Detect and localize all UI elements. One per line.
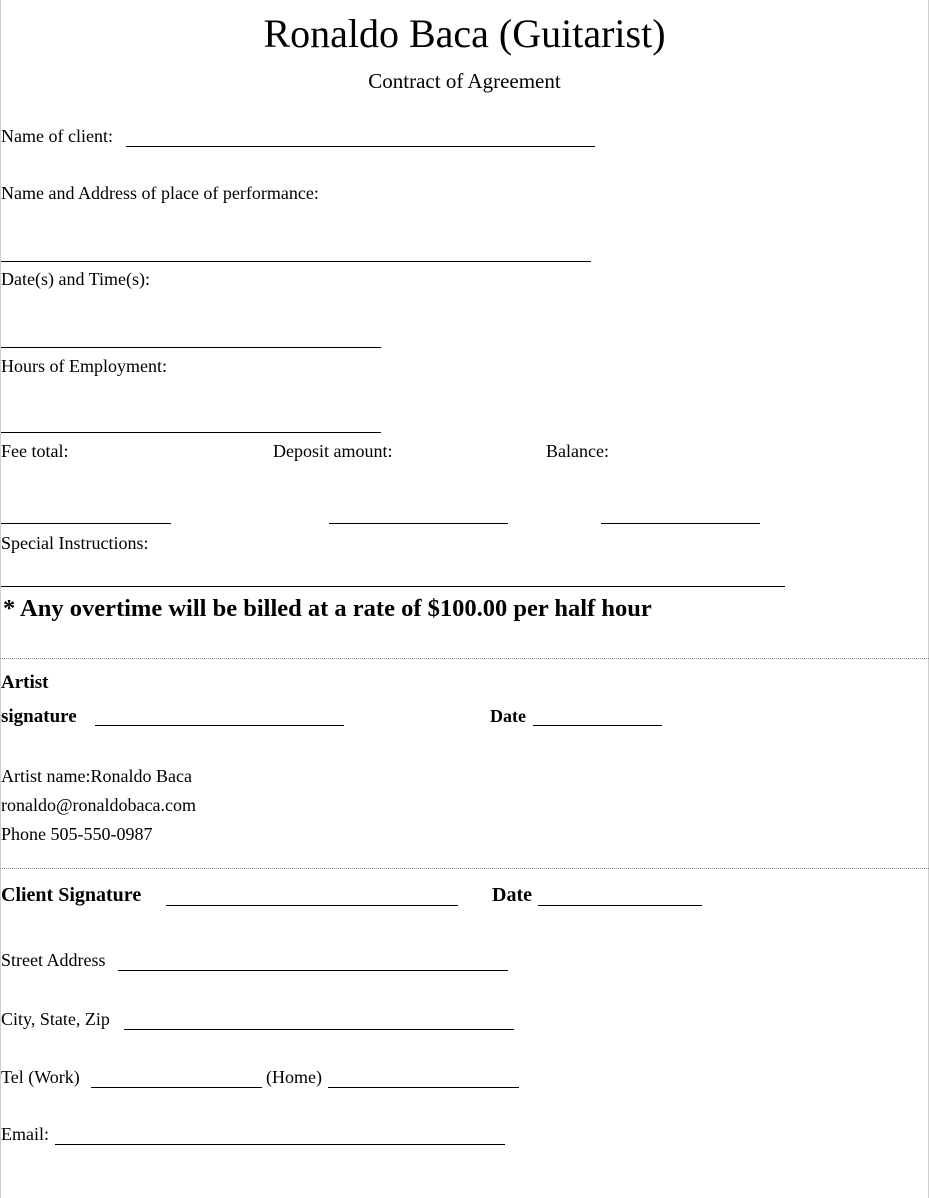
artist-phone: Phone 505-550-0987 bbox=[1, 824, 153, 844]
document-subtitle: Contract of Agreement bbox=[368, 69, 561, 93]
dates-label: Date(s) and Time(s): bbox=[1, 269, 150, 289]
client-date-label: Date bbox=[492, 884, 532, 906]
venue-line[interactable] bbox=[1, 261, 591, 262]
artist-date-label: Date bbox=[490, 706, 526, 726]
client-email-line[interactable] bbox=[55, 1144, 505, 1145]
artist-signature-label-line2: signature bbox=[1, 706, 77, 727]
artist-email: ronaldo@ronaldobaca.com bbox=[1, 795, 197, 815]
fee-total-label: Fee total: bbox=[1, 441, 69, 461]
tel-home-label: (Home) bbox=[266, 1067, 322, 1087]
section-divider bbox=[0, 658, 929, 659]
balance-line[interactable] bbox=[601, 523, 760, 524]
deposit-label: Deposit amount: bbox=[273, 441, 393, 461]
artist-date-line[interactable] bbox=[533, 725, 662, 726]
tel-home-line[interactable] bbox=[328, 1087, 519, 1088]
street-address-line[interactable] bbox=[118, 970, 508, 971]
artist-name: Artist name:Ronaldo Baca bbox=[1, 766, 192, 786]
artist-signature-line[interactable] bbox=[95, 725, 344, 726]
client-signature-label: Client Signature bbox=[1, 884, 142, 906]
city-state-zip-line[interactable] bbox=[124, 1029, 514, 1030]
venue-label: Name and Address of place of performance: bbox=[1, 183, 319, 203]
street-address-label: Street Address bbox=[1, 950, 106, 970]
city-state-zip-label: City, State, Zip bbox=[1, 1009, 110, 1029]
tel-work-line[interactable] bbox=[91, 1087, 262, 1088]
client-name-label: Name of client: bbox=[1, 126, 113, 146]
balance-label: Balance: bbox=[546, 441, 609, 461]
special-instructions-label: Special Instructions: bbox=[1, 533, 149, 553]
deposit-line[interactable] bbox=[329, 523, 508, 524]
hours-label: Hours of Employment: bbox=[1, 356, 167, 376]
artist-signature-label-line1: Artist bbox=[1, 672, 49, 693]
section-divider bbox=[0, 868, 929, 869]
client-email-label: Email: bbox=[1, 1124, 49, 1144]
fee-total-line[interactable] bbox=[1, 523, 171, 524]
document-title: Ronaldo Baca (Guitarist) bbox=[263, 11, 666, 56]
tel-work-label: Tel (Work) bbox=[1, 1067, 80, 1087]
client-name-line[interactable] bbox=[126, 146, 595, 147]
dates-line[interactable] bbox=[1, 347, 381, 348]
overtime-notice: * Any overtime will be billed at a rate of $100.00 per half hour bbox=[3, 595, 652, 622]
hours-line[interactable] bbox=[1, 432, 381, 433]
special-instructions-line[interactable] bbox=[1, 586, 785, 587]
client-date-line[interactable] bbox=[538, 905, 702, 906]
client-signature-line[interactable] bbox=[166, 905, 458, 906]
